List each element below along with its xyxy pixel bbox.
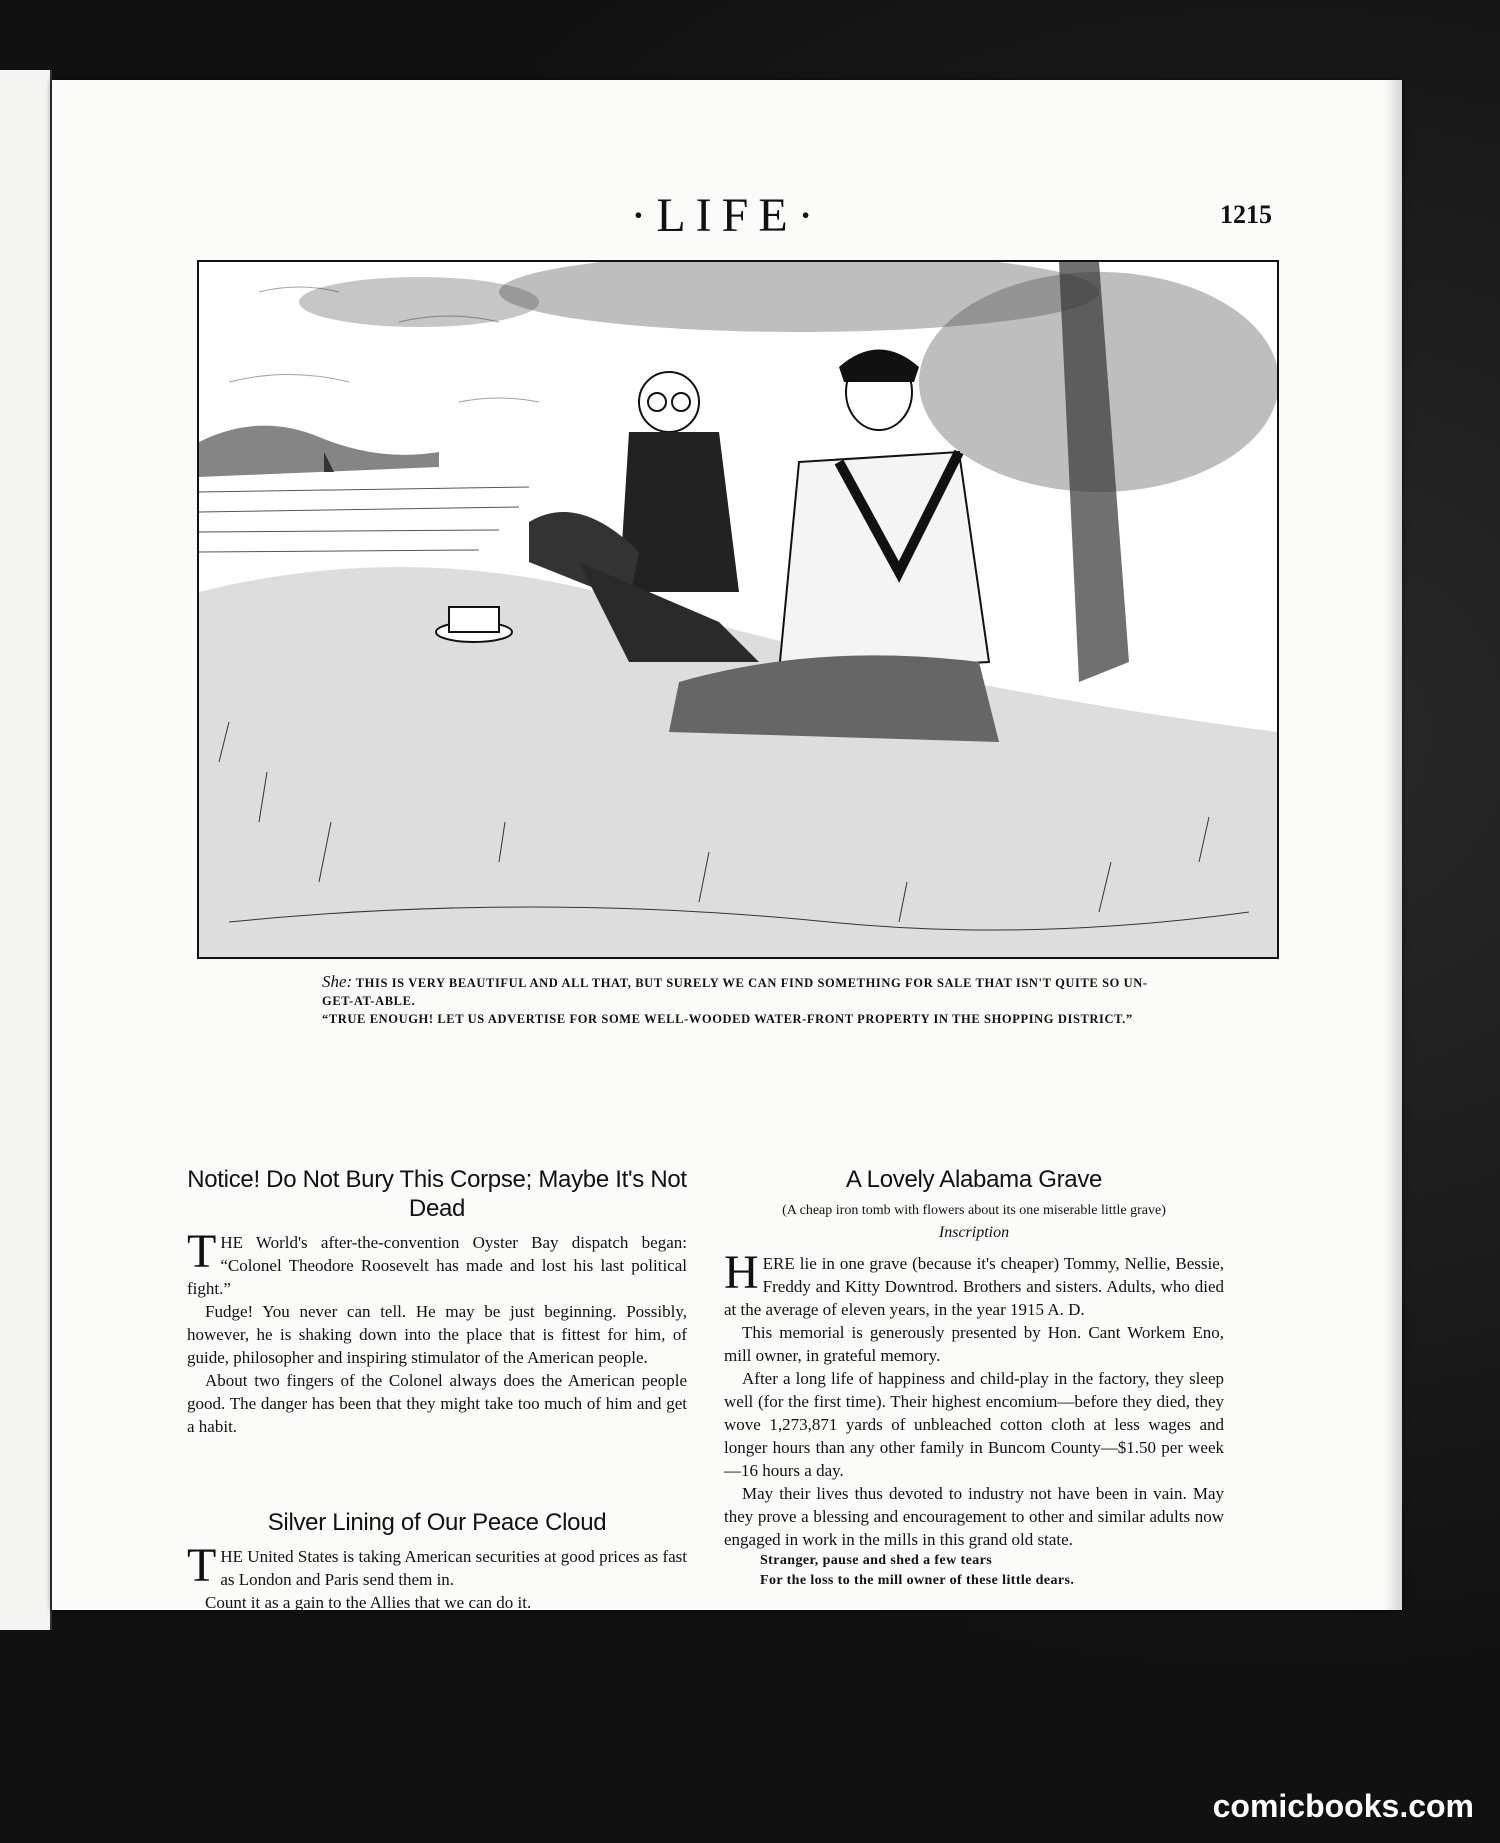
article1-paragraph-2: Fudge! You never can tell. He may be just beginning. Possibly, however, he is shaking down into the place that is fittest for him, of guide, philosopher and inspiring stimulator of the American people. xyxy=(187,1302,687,1367)
caption-line-2: “TRUE ENOUGH! LET US ADVERTISE FOR SOME WELL-WOODED WATER-FRONT PROPERTY IN THE SHOPPING DISTRICT.” xyxy=(322,1012,1133,1026)
cartoon-caption xyxy=(322,973,1172,1028)
article3-paragraph-4: May their lives thus devoted to industry not have been in vain. May they prove a blessing and encouragement to other and similar adults now engaged in work in the mills in this grand old state. xyxy=(724,1484,1224,1549)
article3-title: A Lovely Alabama Grave xyxy=(845,1166,1103,1193)
article3-paragraph-1 xyxy=(724,1246,1224,1321)
verse-line-2: For the loss to the mill owner of these little dears. xyxy=(760,1573,1075,1588)
masthead-title: ·LIFE· xyxy=(630,189,824,242)
article1-p1-text: HE World's after-the-convention Oyster Bay dispatch began: “Colonel Theodore Roosevelt has made and lost his last political fight.” xyxy=(187,1233,687,1298)
article2-paragraph-3: If we were raising war-loans in this country we could not be so accommodating. xyxy=(187,1616,687,1658)
article2-paragraph-2: Count it as a gain to the Allies that we can do it. xyxy=(205,1593,532,1612)
facing-page-edge xyxy=(0,70,52,1630)
page-curl-shadow xyxy=(1384,80,1402,1610)
cartoon-illustration xyxy=(197,260,1279,959)
left-column xyxy=(187,1165,687,1660)
article3-inscription-label: Inscription xyxy=(938,1224,1010,1241)
article3-subtitle: (A cheap iron tomb with flowers about its one miserable little grave) xyxy=(782,1203,1166,1218)
verse-line-1: Stranger, pause and shed a few tears xyxy=(760,1553,993,1568)
article2-dropcap: T xyxy=(187,1539,217,1592)
article1-paragraph-1 xyxy=(187,1225,687,1300)
article2-p1-text: HE United States is taking American securities at good prices as fast as London and Paris send them in. xyxy=(220,1547,687,1589)
article1-paragraph-3: About two fingers of the Colonel always does the American people good. The danger has been that they might take too much of him and get a habit. xyxy=(187,1371,687,1436)
site-watermark: comicbooks.com xyxy=(1212,1788,1474,1824)
page-number: 1215 xyxy=(1220,200,1272,229)
caption-speaker: She: xyxy=(322,972,353,991)
article1-title: Notice! Do Not Bury This Corpse; Maybe It's Not Dead xyxy=(187,1166,687,1222)
article3-paragraph-2: This memorial is generously presented by Hon. Cant Workem Eno, mill owner, in grateful memory. xyxy=(724,1323,1224,1365)
magazine-page xyxy=(52,80,1402,1658)
caption-line-1: THIS IS VERY BEAUTIFUL AND ALL THAT, BUT SURELY WE CAN FIND SOMETHING FOR SALE THAT ISN'T QUITE SO UN-GET-AT-ABLE. xyxy=(322,976,1148,1008)
right-column xyxy=(724,1165,1224,1591)
article1-dropcap: T xyxy=(187,1225,217,1278)
article3-p1-text: ERE lie in one grave (because it's cheaper) Tommy, Nellie, Bessie, Freddy and Kitty Downtrod. Brothers and sisters. Adults, who died at the average of eleven years, in the year 1915 A. D. xyxy=(724,1254,1224,1319)
article3-dropcap: H xyxy=(724,1246,759,1299)
article2-title: Silver Lining of Our Peace Cloud xyxy=(267,1509,607,1536)
article3-paragraph-3: After a long life of happiness and child-play in the factory, they sleep well (for the first time). Their highest encomium—before they died, they wove 1,273,871 yards of unbleached cotton cloth at less wages and longer hours than any other family in Buncom County—$1.50 per week—16 hours a day. xyxy=(724,1369,1224,1480)
article2-paragraph-1 xyxy=(187,1539,687,1592)
